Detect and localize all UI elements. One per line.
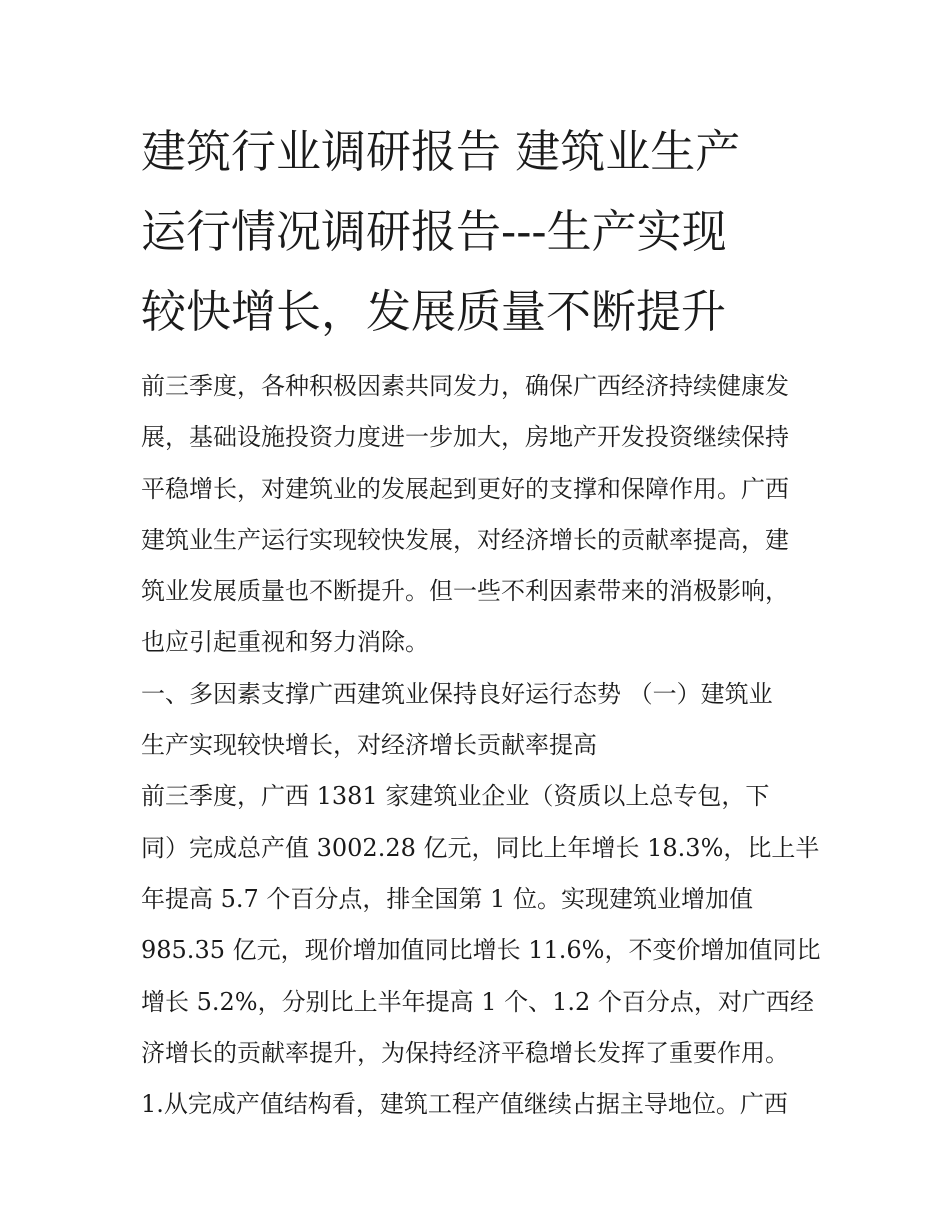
document-body bbox=[141, 361, 821, 1130]
body-line: 建筑业生产运行实现较快发展，对经济增长的贡献率提高，建 bbox=[141, 525, 789, 554]
body-line: 前三季度，广西 1381 家建筑业企业（资质以上总专包，下 bbox=[141, 782, 770, 811]
title-line-1: 建筑行业调研报告 建筑业生产 bbox=[141, 125, 741, 178]
body-line: 济增长的贡献率提升，为保持经济平稳增长发挥了重要作用。 bbox=[141, 1038, 789, 1067]
section-heading-line: 生产实现较快增长，对经济增长贡献率提高 bbox=[141, 731, 597, 760]
document-page bbox=[141, 112, 821, 1130]
body-line: 平稳增长，对建筑业的发展起到更好的支撑和保障作用。广西 bbox=[141, 474, 789, 503]
body-line: 增长 5.2%，分别比上半年提高 1 个、1.2 个百分点，对广西经 bbox=[141, 987, 814, 1016]
title-line-2: 运行情况调研报告---生产实现 bbox=[141, 205, 727, 258]
body-line: 筑业发展质量也不断提升。但一些不利因素带来的消极影响， bbox=[141, 577, 789, 606]
body-line: 展，基础设施投资力度进一步加大，房地产开发投资继续保持 bbox=[141, 423, 789, 452]
body-line: 1.从完成产值结构看，建筑工程产值继续占据主导地位。广西 bbox=[141, 1090, 788, 1119]
body-line: 985.35 亿元，现价增加值同比增长 11.6%，不变价增加值同比 bbox=[141, 936, 821, 965]
body-line: 同）完成总产值 3002.28 亿元，同比上年增长 18.3%，比上半 bbox=[141, 833, 820, 862]
body-line: 前三季度，各种积极因素共同发力，确保广西经济持续健康发 bbox=[141, 372, 789, 400]
document-title bbox=[141, 112, 821, 352]
body-line: 年提高 5.7 个百分点，排全国第 1 位。实现建筑业增加值 bbox=[141, 884, 753, 913]
title-line-3: 较快增长，发展质量不断提升 bbox=[141, 285, 727, 338]
body-line: 也应引起重视和努力消除。 bbox=[141, 628, 429, 657]
section-heading-line: 一、多因素支撑广西建筑业保持良好运行态势 （一）建筑业 bbox=[141, 679, 773, 708]
